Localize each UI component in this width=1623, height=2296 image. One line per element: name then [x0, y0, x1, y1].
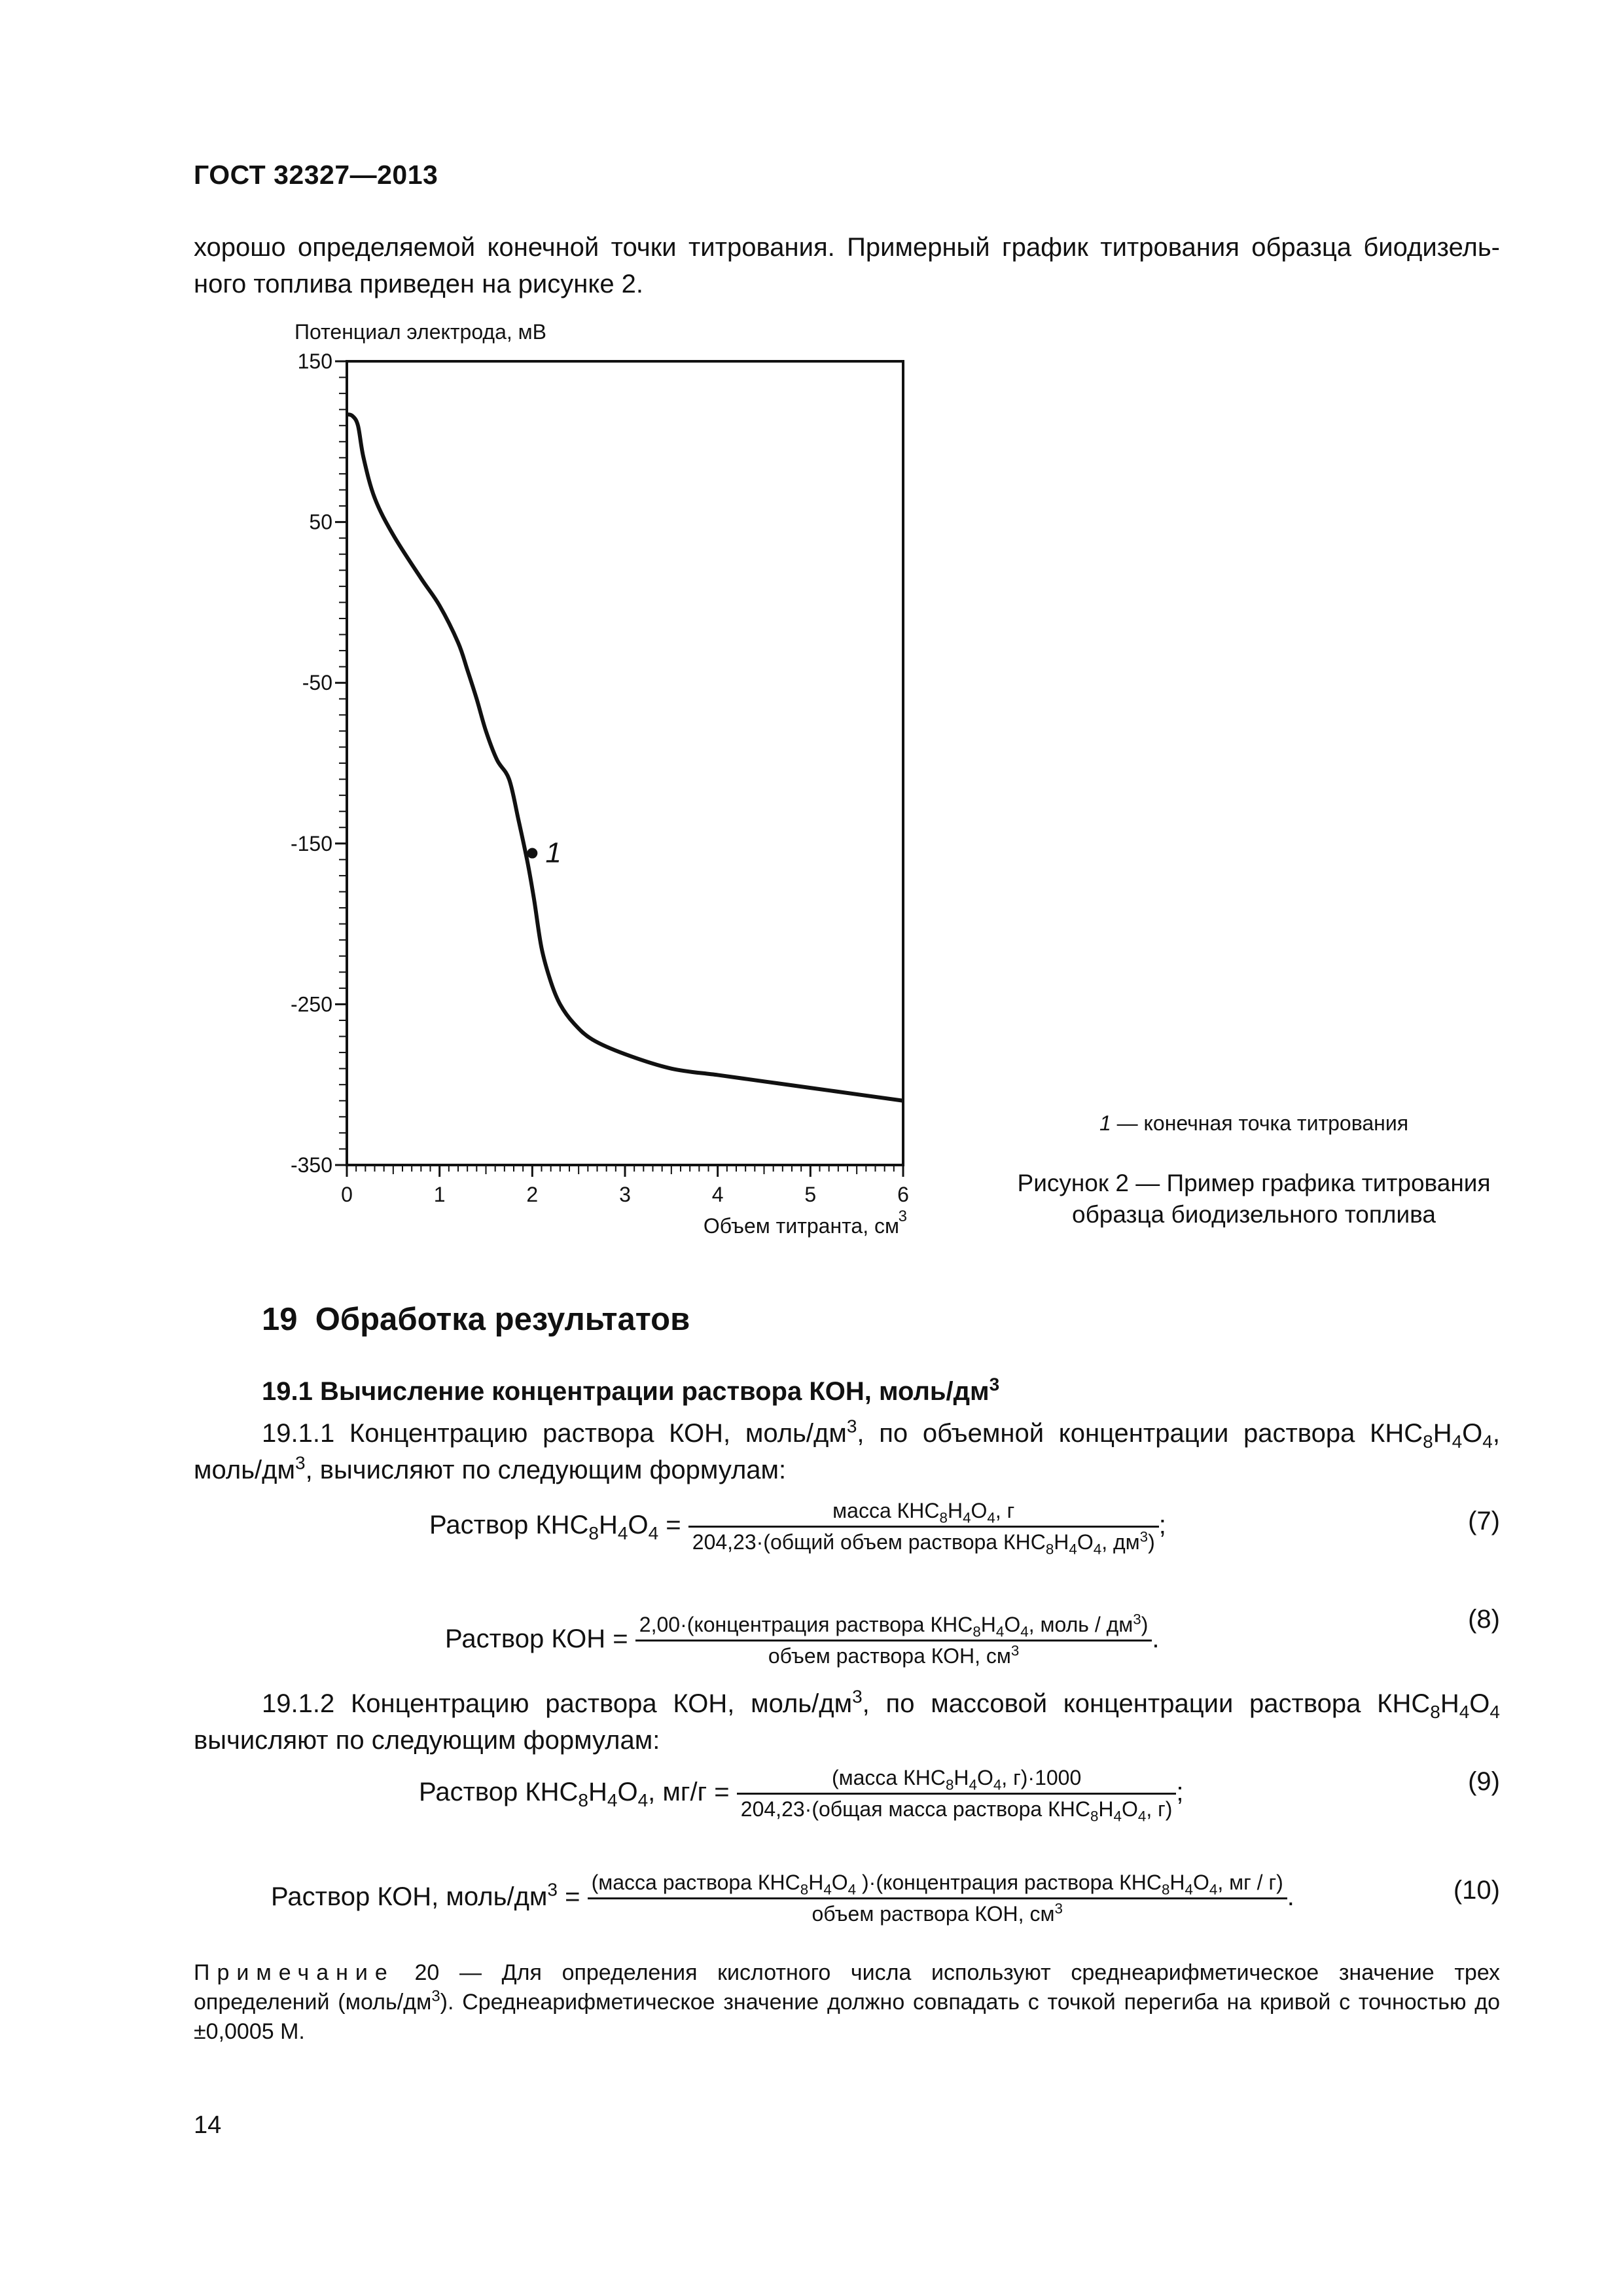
formula-7-numerator: масса $КНС_8Н_4О_4$, г: [688, 1499, 1159, 1528]
formula-10-lhs: Раствор КОН, моль/$дм^3$ =: [271, 1879, 580, 1912]
p1911-text-d: , вычисляют по следующим формулам:: [305, 1456, 787, 1484]
formula-9-end: ;: [1176, 1778, 1184, 1807]
paragraph-19-1-1: [194, 1415, 1500, 1488]
document-header: ГОСТ 32327—2013: [194, 160, 438, 190]
intro-line-1: хорошо определяемой конечной точки титрования. Примерный график титрования образца биодизель-: [194, 233, 1500, 262]
y-tick-label: -50: [302, 671, 332, 695]
p1912-text-a: 19.1.2 Концентрацию раствора КОН, моль/дм: [262, 1689, 853, 1718]
formula-9-numerator: (масса $КНС_8Н_4О_4$, г)·1000: [737, 1766, 1177, 1795]
formula-9-number: (9): [1468, 1767, 1500, 1796]
titration-curve-line: [347, 414, 903, 1101]
formula-8-numerator: 2,00·(концентрация раствора $КНС_8Н_4О_4$, моль / $дм^3$): [635, 1613, 1152, 1641]
p1911-line-2: моль/$дм^3$, вычисляют по следующим формулам:: [194, 1452, 787, 1484]
note-paragraph: Примечание 20 — Для определения кислотного числа используют среднеарифметическое значение трех определений $(моль/дм^3)$. Среднеарифметическое значение должно совпадать с точкой перегиба на кривой с точностью до ±0,0005 М.: [194, 1960, 1500, 2044]
p1912-line-1: 19.1.2 Концентрацию раствора КОН, моль/$дм^3$, по массовой концентрации раствора $КНС_8Н_4О_4$: [262, 1686, 1500, 1722]
x-tick-label: 4: [711, 1183, 724, 1206]
formula-8-end: .: [1152, 1624, 1160, 1654]
p1911-text-a: 19.1.1 Концентрацию раствора КОН, моль/дм: [262, 1419, 847, 1448]
p1911-line-1: 19.1.1 Концентрацию раствора КОН, моль/$дм^3$, по объемной концентрации раствора $КНС_8Н_4О_4$,: [262, 1416, 1500, 1452]
caption-line-2: образца биодизельного топлива: [1072, 1201, 1436, 1228]
formula-9-fraction: [737, 1766, 1177, 1825]
formula-7-denominator: 204,23·(общий объем раствора $КНС_8Н_4О_4$, $дм^3$): [692, 1528, 1155, 1558]
subsection-heading: [262, 1374, 1000, 1407]
legend-text: — конечная точка титрования: [1111, 1111, 1409, 1135]
plot-frame: [347, 361, 903, 1165]
y-axis-label: Потенциал электрода, мВ: [294, 320, 547, 344]
formula-7-lhs: Раствор $КНС_8Н_4О_4$ =: [429, 1511, 681, 1544]
formula-7-fraction: [688, 1499, 1159, 1558]
formula-9-denominator: 204,23·(общая масса раствора $КНС_8Н_4О_4$, г): [740, 1797, 1173, 1825]
p1912-text-b: , по массовой концентрации раствора КНС: [862, 1689, 1431, 1718]
endpoint-label: 1: [545, 836, 562, 869]
intro-paragraph: [194, 229, 1500, 302]
note-text-a: 20 — Для определения кислотного числа используют среднеарифметическое значение трех определений (моль/дм: [194, 1960, 1500, 2015]
formula-10-end: .: [1287, 1882, 1294, 1912]
p1912-line-2: вычисляют по следующим формулам:: [194, 1726, 660, 1755]
subsection-title: 19.1 Вычисление концентрации раствора КОН, моль/дм: [262, 1377, 990, 1406]
figure-legend: [1008, 1111, 1500, 1136]
note-label: Примечание: [194, 1960, 395, 1985]
section-heading: [262, 1301, 690, 1338]
p1911-text-b: , по объемной концентрации раствора КНС: [857, 1419, 1423, 1448]
caption-line-1: Рисунок 2 — Пример графика титрования: [1017, 1170, 1491, 1196]
formula-10-number: (10): [1453, 1876, 1500, 1905]
formula-10-numerator: (масса раствора $КНС_8Н_4О_4$ )·(концентрация раствора $КНС_8Н_4О_4$, мг / г): [588, 1871, 1287, 1899]
y-tick-label: 50: [309, 510, 332, 534]
x-tick-label: 2: [526, 1183, 539, 1206]
formula-8-fraction: [635, 1613, 1152, 1668]
formula-8: [445, 1613, 1160, 1668]
formula-8-number: (8): [1468, 1605, 1500, 1634]
formula-7: [429, 1499, 1166, 1558]
x-tick-label: 5: [804, 1183, 817, 1206]
y-tick-label: -350: [290, 1153, 332, 1177]
formula-10-fraction: [588, 1871, 1287, 1926]
formula-10: [271, 1871, 1294, 1926]
paragraph-19-1-2: [194, 1685, 1500, 1759]
figure-caption: [1008, 1168, 1500, 1230]
x-tick-label: 3: [619, 1183, 631, 1206]
legend-number: 1: [1099, 1111, 1111, 1135]
page-number: 14: [194, 2111, 222, 2139]
y-tick-label: 150: [297, 350, 332, 373]
titration-chart: [249, 314, 942, 1257]
x-axis-label-sup: 3: [898, 1208, 907, 1225]
endpoint-marker: [527, 848, 537, 859]
y-tick-label: -150: [290, 831, 332, 855]
section-number: 19: [262, 1302, 298, 1337]
formula-8-lhs: Раствор КОН =: [445, 1624, 628, 1654]
x-tick-label: 1: [433, 1183, 446, 1206]
intro-line-2: ного топлива приведен на рисунке 2.: [194, 270, 644, 298]
subsection-sup: 3: [989, 1374, 1000, 1395]
formula-7-number: (7): [1468, 1507, 1500, 1535]
x-tick-label: 6: [897, 1183, 909, 1206]
formula-9: [419, 1766, 1184, 1825]
section-title: Обработка результатов: [315, 1302, 690, 1337]
note-text-b: ). Среднеарифметическое значение должно совпадать с точкой перегиба на кривой с точностью до ±0,0005 М.: [194, 1990, 1500, 2044]
p1911-text-c: моль/дм: [194, 1456, 295, 1484]
formula-7-end: ;: [1158, 1511, 1166, 1540]
formula-10-denominator: объем раствора КОН, $см^3$: [812, 1900, 1063, 1926]
x-tick-label: 0: [341, 1183, 353, 1206]
x-axis-label: Объем титранта, см: [703, 1214, 899, 1238]
y-tick-label: -250: [290, 992, 332, 1016]
formula-9-lhs: Раствор $КНС_8Н_4О_4$, мг/г =: [419, 1778, 730, 1811]
formula-8-denominator: объем раствора КОН, $см^3$: [768, 1642, 1020, 1668]
